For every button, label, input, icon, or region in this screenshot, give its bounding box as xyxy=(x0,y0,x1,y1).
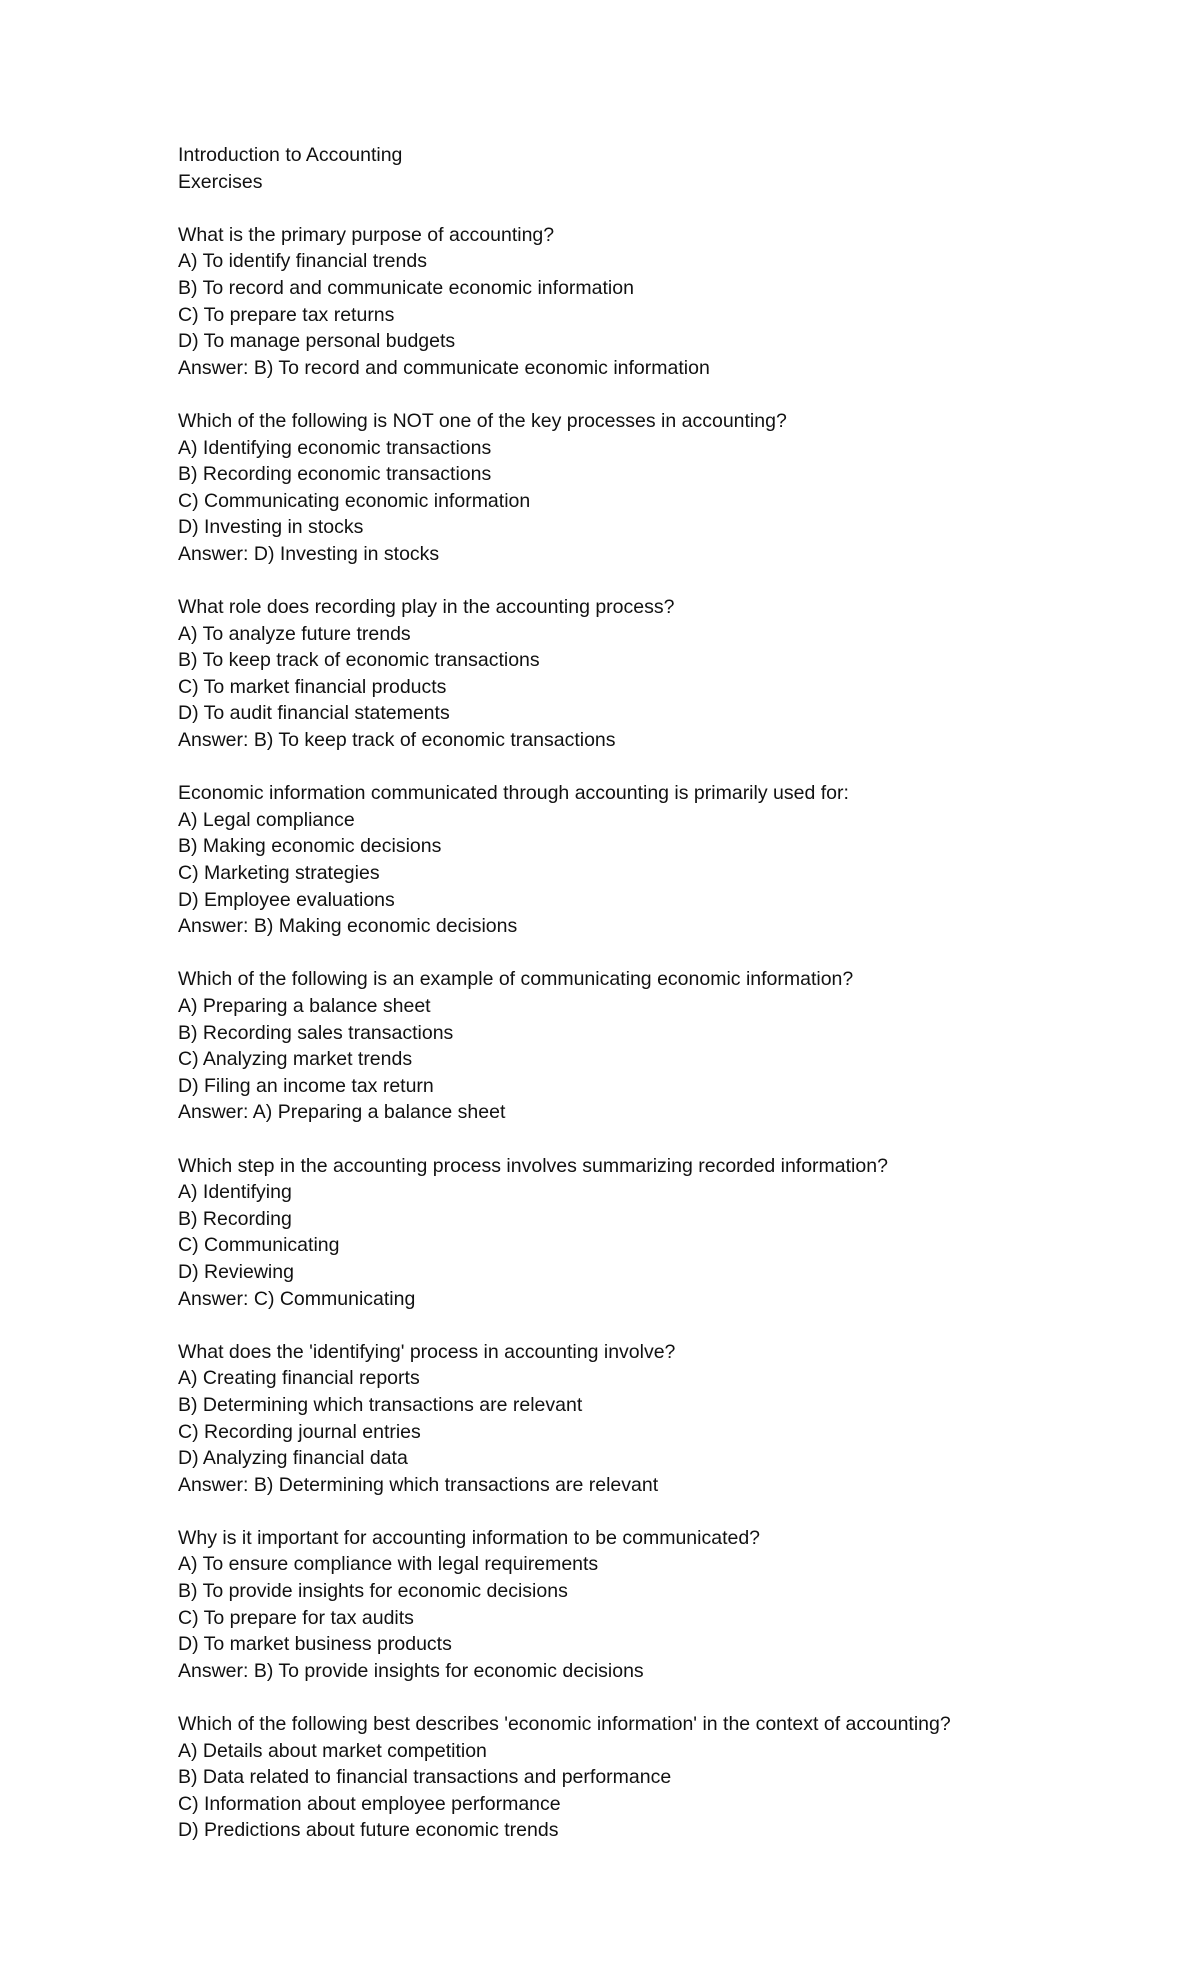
question-block xyxy=(178,780,1138,940)
question-text: Which of the following is an example of communicating economic information? xyxy=(178,968,854,991)
question-block xyxy=(178,1525,1138,1685)
question-block xyxy=(178,966,1138,1126)
answer-option: B) Data related to financial transactions and performance xyxy=(178,1766,672,1789)
answer-option: D) To audit financial statements xyxy=(178,702,450,725)
question-block xyxy=(178,222,1138,382)
answer-option: C) Recording journal entries xyxy=(178,1420,421,1443)
spacer xyxy=(178,195,1138,222)
answer-option: A) Identifying xyxy=(178,1181,292,1204)
answer-option: D) Analyzing financial data xyxy=(178,1447,408,1470)
answer-option: D) Investing in stocks xyxy=(178,516,364,539)
question-block xyxy=(178,594,1138,754)
answer-option: D) To market business products xyxy=(178,1633,452,1656)
answer-option: A) Creating financial reports xyxy=(178,1367,420,1390)
question-block xyxy=(178,1711,1138,1844)
spacer xyxy=(178,568,1138,595)
spacer xyxy=(178,940,1138,967)
answer-option: D) Predictions about future economic trends xyxy=(178,1819,559,1842)
answer-option: A) Identifying economic transactions xyxy=(178,436,492,459)
question-text: What does the 'identifying' process in accounting involve? xyxy=(178,1340,676,1363)
answer-option: C) Communicating xyxy=(178,1234,340,1257)
answer-option: B) Recording xyxy=(178,1207,292,1230)
answer-key: Answer: B) To record and communicate economic information xyxy=(178,356,710,379)
answer-option: B) Recording economic transactions xyxy=(178,463,492,486)
answer-option: D) Reviewing xyxy=(178,1260,294,1283)
answer-option: A) Details about market competition xyxy=(178,1739,487,1762)
question-text: What role does recording play in the accounting process? xyxy=(178,596,675,619)
answer-option: C) To prepare tax returns xyxy=(178,303,395,326)
answer-option: D) To manage personal budgets xyxy=(178,330,456,353)
document-body xyxy=(178,142,1138,1844)
question-text: Economic information communicated through accounting is primarily used for: xyxy=(178,782,849,805)
answer-key: Answer: A) Preparing a balance sheet xyxy=(178,1101,506,1124)
answer-option: B) To record and communicate economic information xyxy=(178,276,634,299)
question-text: Which of the following best describes 'economic information' in the context of accounting? xyxy=(178,1713,951,1736)
question-list xyxy=(178,222,1138,1844)
answer-option: C) Marketing strategies xyxy=(178,862,380,885)
spacer xyxy=(178,1312,1138,1339)
spacer xyxy=(178,1126,1138,1153)
answer-key: Answer: C) Communicating xyxy=(178,1287,416,1310)
question-text: Which step in the accounting process involves summarizing recorded information? xyxy=(178,1154,888,1177)
question-block xyxy=(178,1153,1138,1313)
answer-option: B) Determining which transactions are relevant xyxy=(178,1393,583,1416)
question-block xyxy=(178,408,1138,568)
answer-option: B) To provide insights for economic decisions xyxy=(178,1580,568,1603)
answer-option: A) Preparing a balance sheet xyxy=(178,995,431,1017)
answer-key: Answer: D) Investing in stocks xyxy=(178,542,440,565)
spacer xyxy=(178,1684,1138,1711)
answer-key: Answer: B) Making economic decisions xyxy=(178,915,518,938)
spacer xyxy=(178,1498,1138,1525)
answer-option: C) To market financial products xyxy=(178,675,447,698)
answer-option: C) To prepare for tax audits xyxy=(178,1606,414,1629)
answer-option: B) Recording sales transactions xyxy=(178,1021,454,1044)
answer-option: D) Employee evaluations xyxy=(178,888,395,911)
answer-option: B) To keep track of economic transactions xyxy=(178,649,540,672)
answer-option: A) To identify financial trends xyxy=(178,250,427,273)
spacer xyxy=(178,754,1138,781)
question-text: Which of the following is NOT one of the key processes in accounting? xyxy=(178,409,787,432)
answer-option: B) Making economic decisions xyxy=(178,835,442,858)
answer-option: C) Communicating economic information xyxy=(178,489,531,512)
document-subtitle: Exercises xyxy=(178,170,263,193)
answer-key: Answer: B) Determining which transactions are relevant xyxy=(178,1473,659,1496)
answer-option: A) Legal compliance xyxy=(178,808,355,831)
question-text: What is the primary purpose of accounting? xyxy=(178,223,555,246)
document-title: Introduction to Accounting xyxy=(178,144,403,166)
answer-key: Answer: B) To keep track of economic transactions xyxy=(178,729,616,752)
answer-option: A) To ensure compliance with legal requirements xyxy=(178,1553,599,1576)
question-text: Why is it important for accounting information to be communicated? xyxy=(178,1526,761,1549)
answer-option: C) Analyzing market trends xyxy=(178,1048,413,1071)
spacer xyxy=(178,381,1138,408)
answer-option: D) Filing an income tax return xyxy=(178,1074,434,1097)
answer-option: A) To analyze future trends xyxy=(178,622,411,645)
question-block xyxy=(178,1339,1138,1499)
answer-key: Answer: B) To provide insights for economic decisions xyxy=(178,1659,644,1682)
answer-option: C) Information about employee performance xyxy=(178,1792,561,1815)
